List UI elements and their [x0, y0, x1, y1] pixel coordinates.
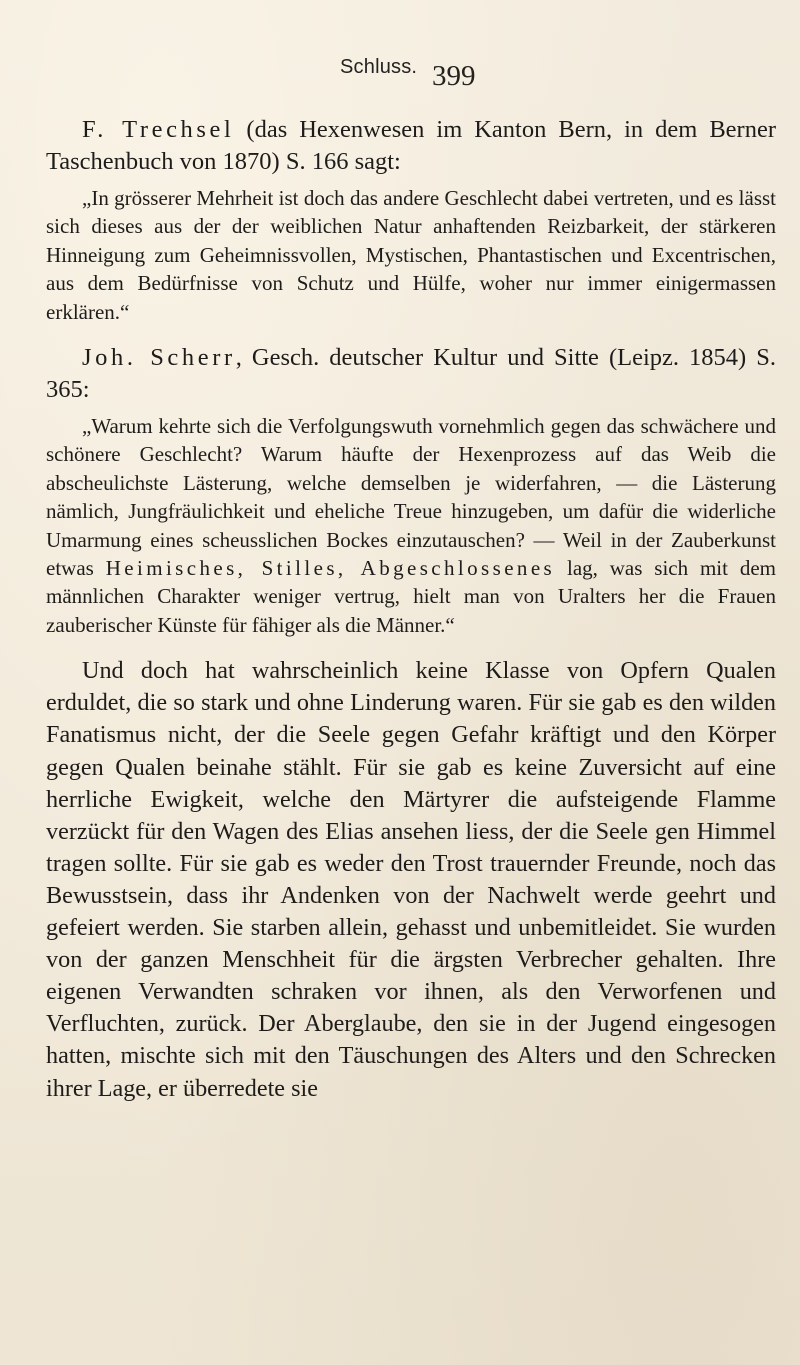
page-number: 399 [432, 60, 476, 92]
trechsel-citation [46, 114, 776, 178]
scherr-citation [46, 342, 776, 406]
scherr-quote-part2: lag, was sich mit dem männlichen Charakter weniger vertrug, hielt man von Uralters her die Frauen zauberischer Künste für fähiger als die Männer.“ [46, 556, 776, 637]
running-head: Schluss. [340, 56, 418, 78]
author-scherr: Joh. Scherr [82, 344, 236, 372]
scherr-quote [46, 412, 776, 639]
scherr-quote-emphasis: Heimisches, Stilles, Abgeschlossenes [105, 556, 556, 581]
author-trechsel: F. Trechsel [82, 116, 235, 143]
scherr-source: , Gesch. deutscher Kultur und Sitte (Leipz. 1854) S. 365: [46, 344, 777, 404]
body-paragraph: Und doch hat wahrscheinlich keine Klasse von Opfern Qualen erduldet, die so stark und ohne Linderung waren. Für sie gab es den wilden Fanatismus nicht, der die Seele gegen Gefahr kräftigt und den Körper gegen Qualen beinahe stählt. Für sie gab es keine Zuversicht auf eine herrliche Ewigkeit, welche den Märtyrer die aufsteigende Flamme verzückt für den Wagen des Elias ansehen liess, der die Seele gen Himmel tragen sollte. Für sie gab es weder den Trost trauernder Freunde, noch das Bewusstsein, dass ihr Andenken von der Nachwelt werde geehrt und gefeiert werden. Sie starben allein, gehasst und unbemitleidet. Sie wurden von der ganzen Menschheit für die ärgsten Verbrecher gehalten. Ihre eigenen Verwandten schraken vor ihnen, als den Verworfenen und Verfluchten, zurück. Der Aberglaube, den sie in der Jugend eingesogen hatten, mischte sich mit den Täuschungen des Alters und den Schrecken ihrer Lage, er überredete sie [46, 657, 776, 1102]
trechsel-quote: „In grösserer Mehrheit ist doch das andere Geschlecht dabei vertreten, und es lässt sich dieses aus der der weiblichen Natur anhaftenden Reizbarkeit, der stärkeren Hinneigung zum Geheimnissvollen, Mystischen, Phantastischen und Excentrischen, aus dem Bedürfnisse von Schutz und Hülfe, woher nur immer einigermassen erklären.“ [46, 186, 776, 324]
page-content [46, 114, 776, 1105]
page-header [0, 48, 800, 98]
scherr-quote-part1: „Warum kehrte sich die Verfolgungswuth vornehmlich gegen das schwächere und schönere Geschlecht? Warum häufte der Hexenprozess auf das Weib die abscheulichste Lästerung, welche demselben je widerfahren, — die Lästerung nämlich, Jungfräulichkeit und eheliche Treue hinzugeben, um dafür die widerliche Umarmung eines scheusslichen Bockes einzutauschen? — Weil in der Zauberkunst etwas [46, 414, 776, 581]
trechsel-source: (das Hexenwesen im Kanton Bern, in dem Berner Taschenbuch von 1870) S. 166 sagt: [46, 116, 776, 175]
